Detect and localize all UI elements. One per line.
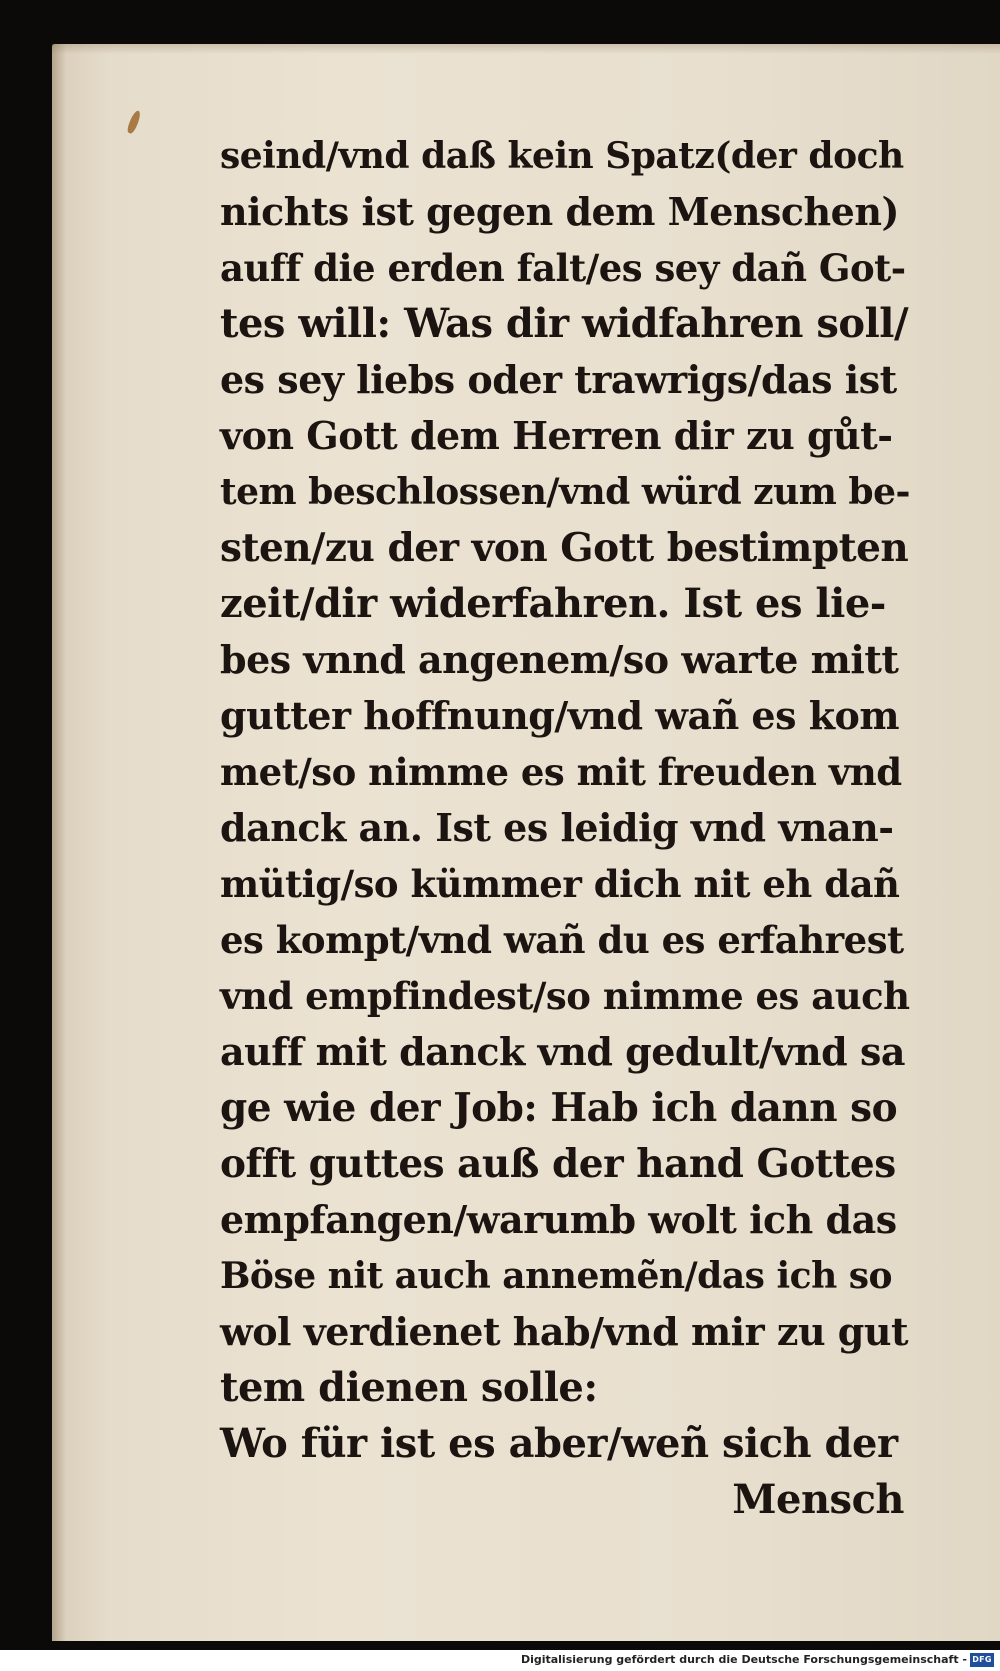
text-line: met/so nimme es mit freuden vnd <box>220 750 902 794</box>
text-line: vnd empfindest/so nimme es auch <box>220 974 910 1018</box>
text-line: wol verdienet hab/vnd mir zu gut <box>220 1309 909 1354</box>
catchword: Mensch <box>732 1476 904 1523</box>
ink-mark <box>126 109 142 134</box>
digitization-footer <box>0 1650 1000 1671</box>
text-line: gutter hoffnung/vnd wañ es kom <box>220 693 900 738</box>
text-line: sten/zu der von Gott bestimpten <box>220 525 909 571</box>
text-line: nichts ist gegen dem Menschen) <box>220 189 899 234</box>
text-line: mütig/so kümmer dich nit eh dañ <box>220 862 900 906</box>
text-line: tem dienen solle: <box>220 1364 598 1411</box>
text-line: empfangen/warumb wolt ich das <box>220 1197 897 1242</box>
text-line: tes will: Was dir widfahren soll/ <box>220 300 909 347</box>
text-line: danck an. Ist es leidig vnd vnan- <box>220 805 894 850</box>
text-line: es sey liebs oder trawrigs/das ist <box>220 357 897 402</box>
text-line: auff die erden falt/es sey dañ Got- <box>220 246 906 290</box>
page-text-block <box>220 128 910 1528</box>
dfg-logo-icon: DFG <box>970 1653 994 1667</box>
text-line: auff mit danck vnd gedult/vnd sa <box>220 1029 905 1074</box>
text-line: Böse nit auch annemẽn/das ich so <box>220 1255 893 1297</box>
text-line: tem beschlossen/vnd würd zum be- <box>220 471 910 513</box>
text-line: seind/vnd daß kein Spatz(der doch <box>220 135 904 177</box>
text-line: bes vnnd angenem/so warte mitt <box>220 637 899 682</box>
footer-credit: Digitalisierung gefördert durch die Deutsche Forschungsgemeinschaft - <box>520 1653 967 1666</box>
text-line: offt guttes auß der hand Gottes <box>220 1141 896 1187</box>
text-line: ge wie der Job: Hab ich dann so <box>220 1085 898 1131</box>
text-line: es kompt/vnd wañ du es erfahrest <box>220 918 904 962</box>
text-line: von Gott dem Herren dir zu gůt- <box>220 413 893 458</box>
text-line: zeit/dir widerfahren. Ist es lie- <box>220 580 886 627</box>
text-line: Wo für ist es aber/weñ sich der <box>220 1420 898 1467</box>
